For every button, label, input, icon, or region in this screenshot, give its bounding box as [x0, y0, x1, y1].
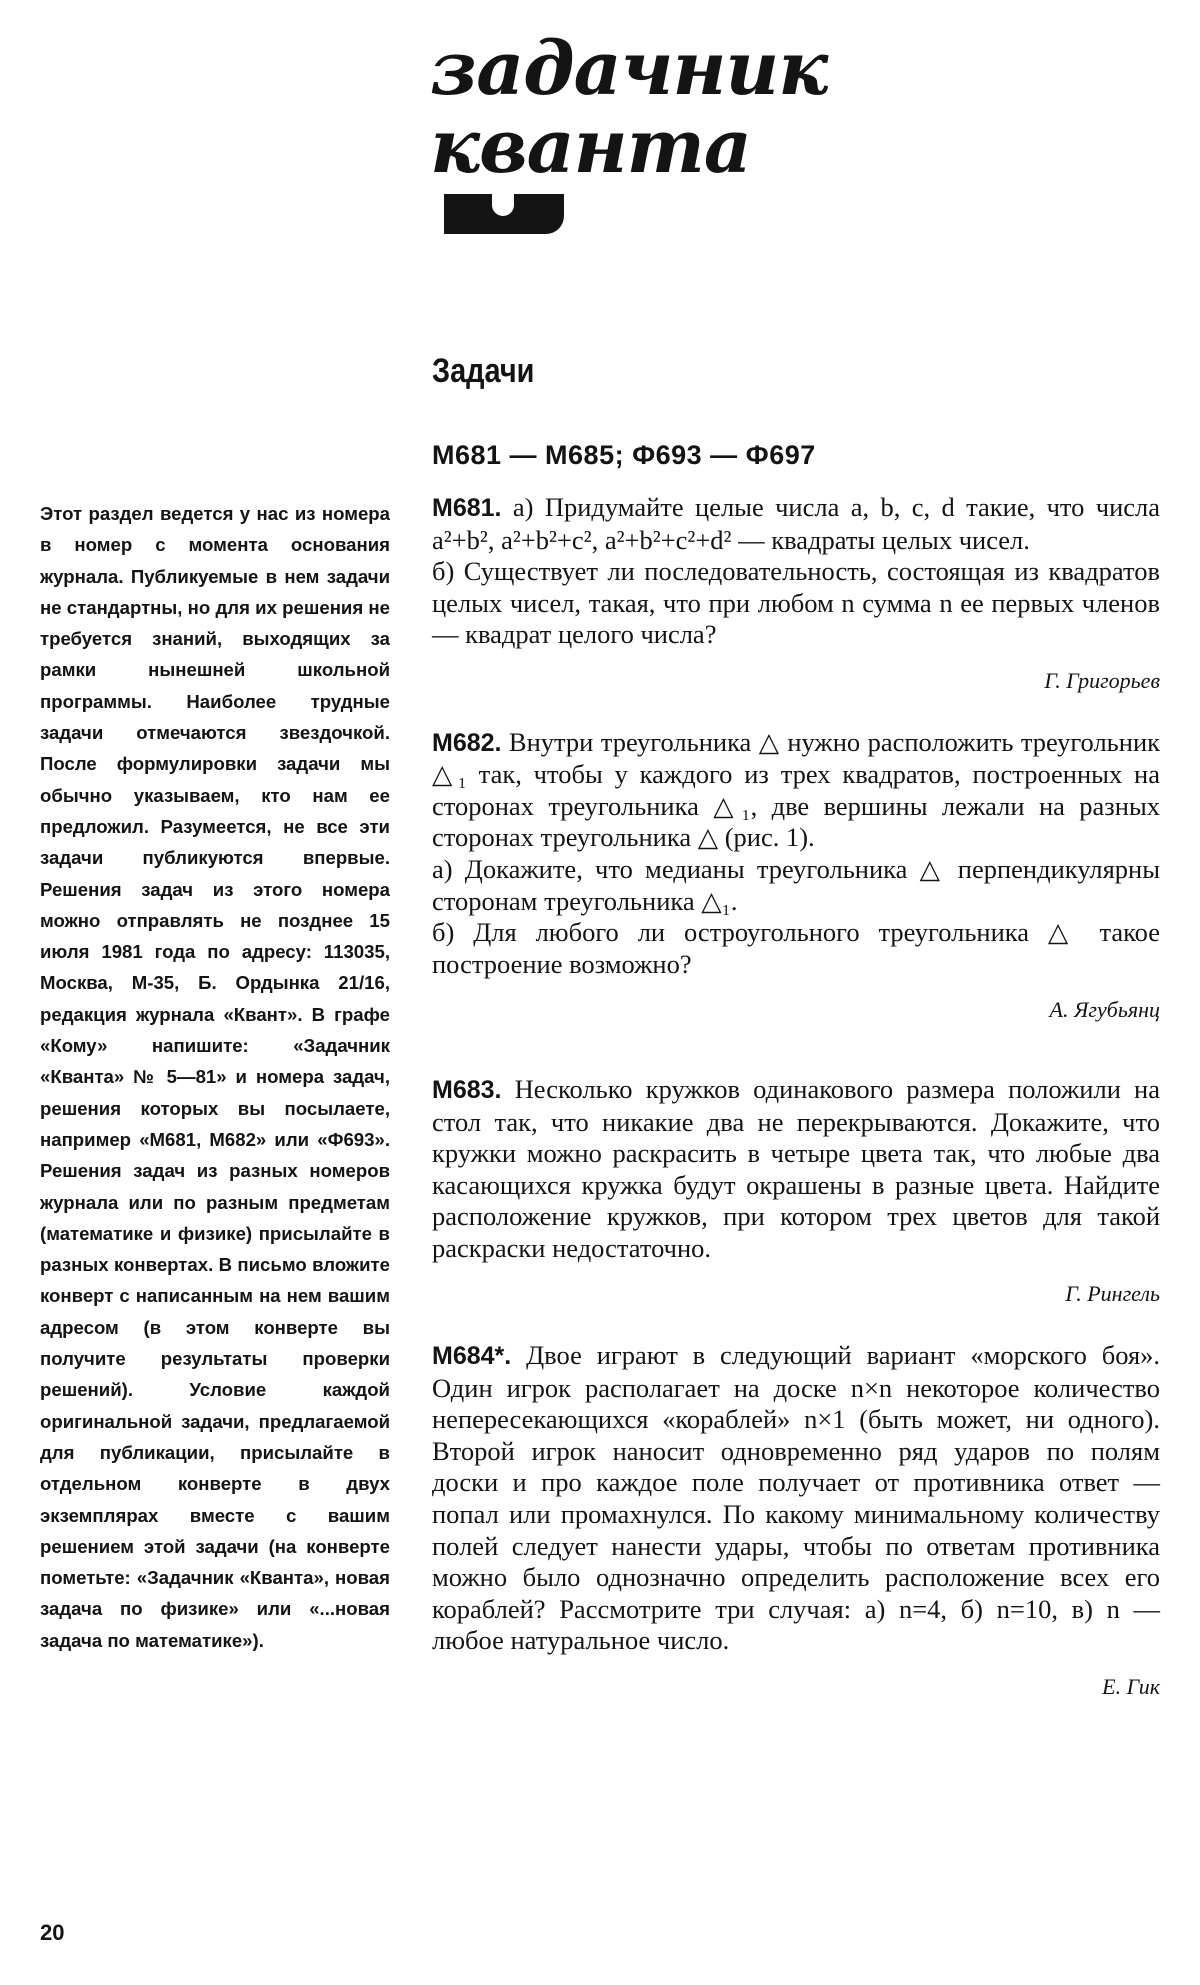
magazine-logo: [430, 26, 830, 222]
problems-column: [432, 492, 1160, 1703]
problem-number: М684*.: [432, 1342, 512, 1371]
problem-m684: [432, 1340, 1160, 1703]
problem-text: Двое играют в следующий вариант «морского боя». Один игрок располагает на доске n×n некоторое количество непересекающихся «кораблей» n×1 (быть может, ни одного). Второй игрок наносит одновременно ряд ударов по полям доски и про каждое поле получает от противника ответ — попал или промахнулся. По какому минимальному количеству полей следует нанести удары, чтобы по ответам противника можно было однозначно определить расположение всех его кораблей? Рассмотрите три случая: а) n=4, б) n=10, в) n — любое натуральное число.: [432, 1340, 1161, 1656]
problem-author: А. Ягубьянц: [1049, 997, 1160, 1023]
problem-part-b: б) Существует ли последовательность, состоящая из квадратов целых чисел, такая, что при любом n сумма n ее первых членов — квадрат целого числа?: [432, 556, 1160, 650]
problem-author: Г. Рингель: [1065, 1281, 1160, 1307]
problem-text: Несколько кружков одинакового размера положили на стол так, что никакие два не перекрываются. Докажите, что кружки можно раскрасить в четыре цвета так, что любые два касающихся кружка будут окрашены в разные цвета. Найдите расположение кружков, при котором трех цветов для такой раскраски недостаточно.: [432, 1073, 1160, 1263]
problem-part-a: а) Придумайте целые числа a, b, c, d такие, что числа a²+b², a²+b²+c², a²+b²+c²+d² — квадраты целых чисел.: [432, 492, 1161, 555]
sidebar-info: Этот раздел ведется у нас из номера в номер с момента основания журнала. Публикуемые в нем задачи не стандартны, но для их решения не требуется знаний, выходящих за рамки нынешней школьной программы. Наиболее трудные задачи отмечаются звездочкой. После формулировки задачи мы обычно указываем, кто нам ее предложил. Разумеется, не все эти задачи публикуются впервые. Решения задач из этого номера можно отправлять не позднее 15 июля 1981 года по адресу: 113035, Москва, М-35, Б. Ордынка 21/16, редакция журнала «Квант». В графе «Кому» напишите: «Задачник «Кванта» № 5—81» и номера задач, решения которых вы посылаете, например «М681, М682» или «Ф693». Решения задач из разных номеров журнала или по разным предметам (математике и физике) присылайте в разных конвертах. В письмо вложите конверт с написанным на нем вашим адресом (в этом конверте вы получите результаты проверки решений). Условие каждой оригинальной задачи, предлагаемой для публикации, присылайте в отдельном конверте в двух экземплярах вместе с вашим решением этой задачи (на конверте пометьте: «Задачник «Кванта», новая задача по физике» или «...новая задача по математике»).: [40, 503, 390, 1651]
problem-author: Е. Гик: [1102, 1674, 1160, 1699]
logo-k-block-notch: [492, 194, 514, 216]
problem-m683: [432, 1074, 1160, 1310]
problem-number: М681.: [432, 494, 502, 522]
page-number: 20: [40, 1920, 65, 1945]
problem-number: М682.: [432, 728, 502, 757]
problem-m681: [432, 492, 1160, 697]
problem-range: М681 — М685; Ф693 — Ф697: [432, 440, 816, 470]
problem-part-a: а) Докажите, что медианы треугольника △ перпендикулярны сторонам треугольника △₁.: [432, 853, 1160, 916]
logo-line-1: задачник: [430, 26, 828, 112]
logo-line-2: кванта: [430, 104, 751, 190]
problem-intro: Внутри треугольника △ нужно расположить треугольник △₁ так, чтобы у каждого из трех квадратов, построенных на сторонах треугольника △₁, две вершины лежали на разных сторонах треугольника △ (рис. 1).: [432, 726, 1161, 853]
problem-m682: [432, 727, 1160, 1026]
problem-part-b: б) Для любого ли остроугольного треугольника △ такое построение возможно?: [432, 917, 1160, 979]
problem-number: М683.: [432, 1075, 502, 1104]
section-title: Задачи: [432, 352, 535, 390]
problem-author: Г. Григорьев: [1044, 667, 1160, 693]
